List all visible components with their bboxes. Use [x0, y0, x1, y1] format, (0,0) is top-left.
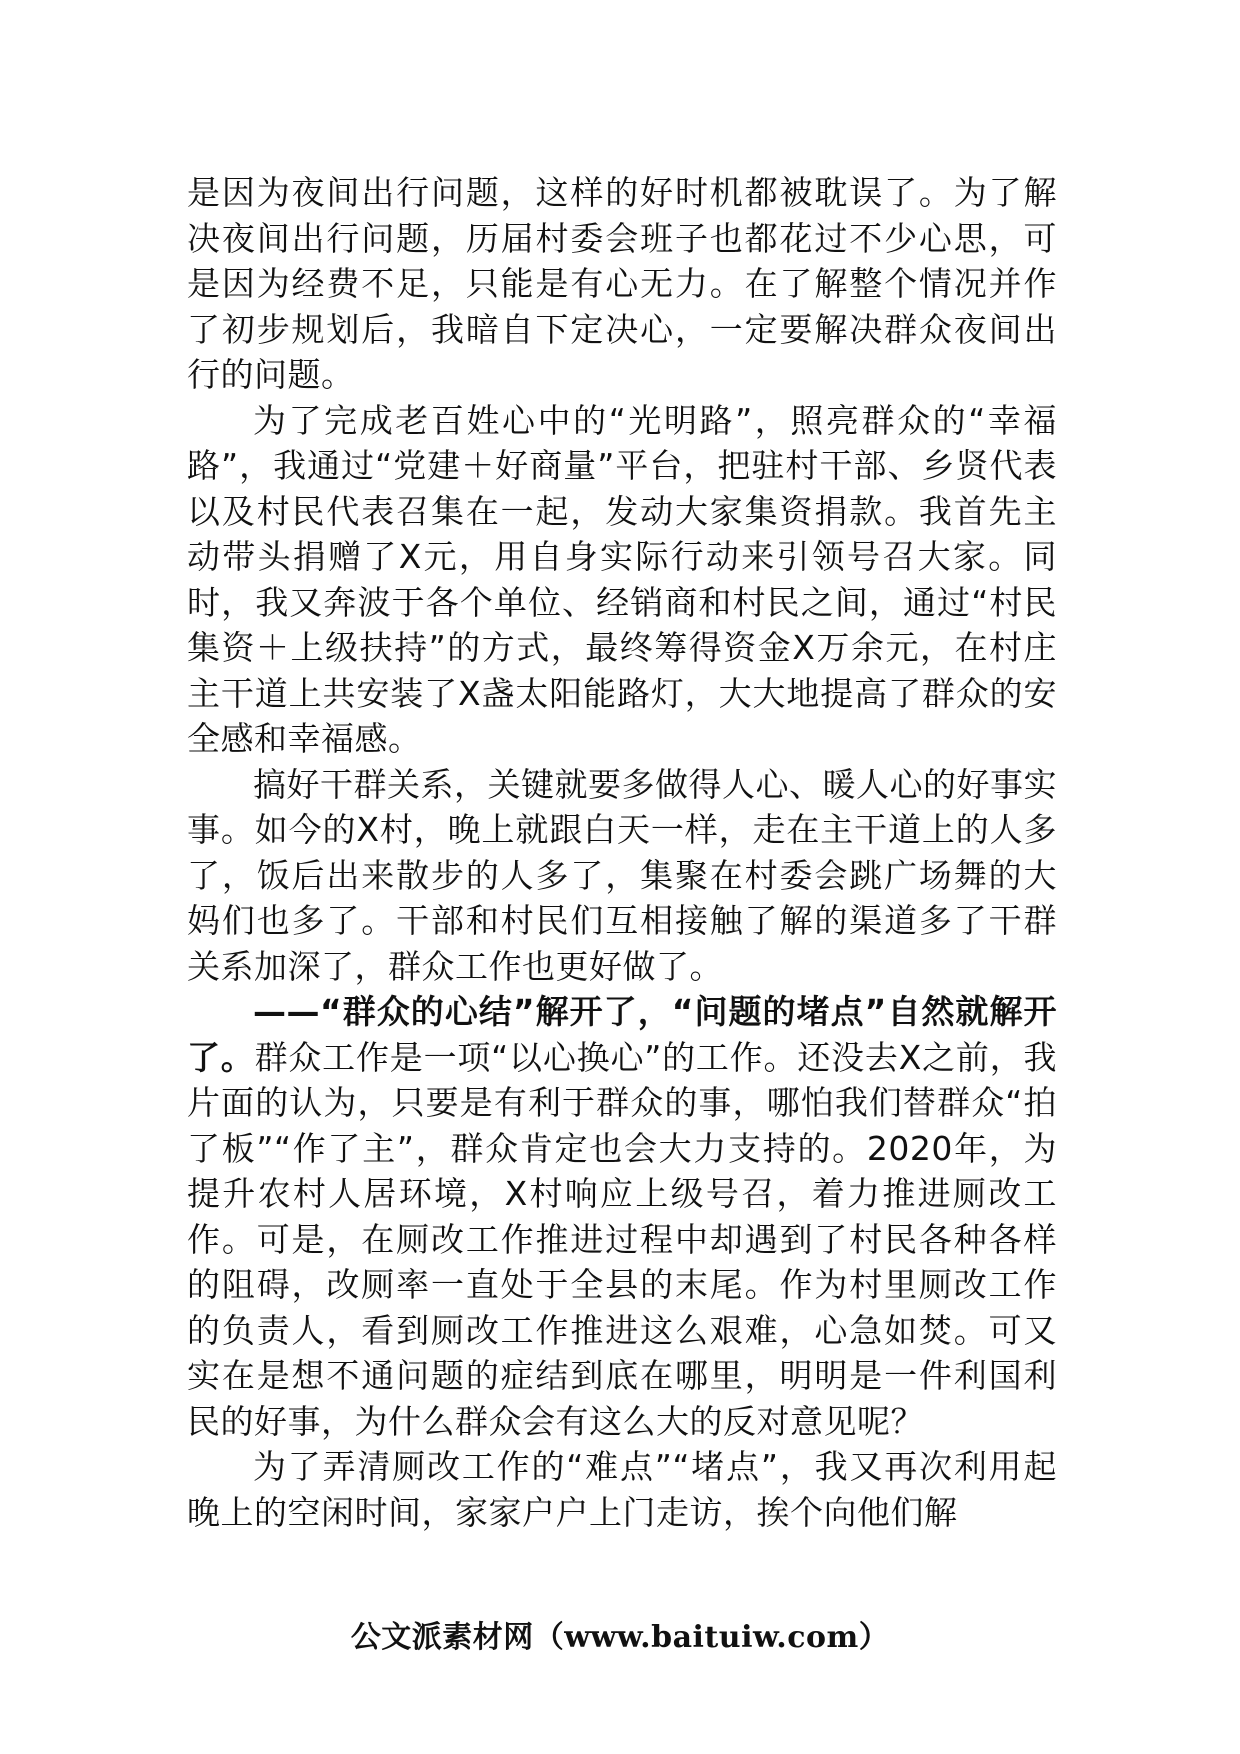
document-body — [187, 170, 1057, 1535]
paragraph-1 — [187, 170, 1057, 398]
paragraph-text: 是因为夜间出行问题，这样的好时机都被耽误了。为了解决夜间出行问题，历届村委会班子也都花过不少心思，可是因为经费不足，只能是有心无力。在了解整个情况并作了初步规划后，我暗自下定决心，一定要解决群众夜间出行的问题。 — [187, 173, 1057, 394]
paragraph-bold-lead: ——“群众的心结”解开了，“问题的堵点”自然就解开了。 — [187, 992, 1057, 1077]
paragraph-2 — [187, 398, 1057, 762]
paragraph-text: 为了完成老百姓心中的“光明路”，照亮群众的“幸福路”，我通过“党建＋好商量”平台，把驻村干部、乡贤代表以及村民代表召集在一起，发动大家集资捐款。我首先主动带头捐赠了X元，用自身实际行动来引领号召大家。同时，我又奔波于各个单位、经销商和村民之间，通过“村民集资＋上级扶持”的方式，最终筹得资金X万余元，在村庄主干道上共安装了X盏太阳能路灯，大大地提高了群众的安全感和幸福感。 — [187, 400, 1057, 758]
paragraph-4 — [187, 989, 1057, 1444]
paragraph-3 — [187, 762, 1057, 990]
paragraph-5 — [187, 1444, 1057, 1535]
footer-source: 公文派素材网（www.baituiw.com） — [350, 1620, 890, 1655]
paragraph-text: 搞好干群关系，关键就要多做得人心、暖人心的好事实事。如今的X村，晚上就跟白天一样，走在主干道上的人多了，饭后出来散步的人多了，集聚在村委会跳广场舞的大妈们也多了。干部和村民们互相接触了解的渠道多了干群关系加深了，群众工作也更好做了。 — [187, 764, 1057, 986]
paragraph-text: 群众工作是一项“以心换心”的工作。还没去X之前，我片面的认为，只要是有利于群众的事，哪怕我们替群众“拍了板”“作了主”，群众肯定也会大力支持的。2020年，为提升农村人居环境，X村响应上级号召，着力推进厕改工作。可是，在厕改工作推进过程中却遇到了村民各种各样的阻碍，改厕率一直处于全县的末尾。作为村里厕改工作的负责人，看到厕改工作推进这么艰难，心急如焚。可又实在是想不通问题的症结到底在哪里，明明是一件利国利民的好事，为什么群众会有这么大的反对意见呢？ — [187, 1037, 1057, 1441]
paragraph-text: 为了弄清厕改工作的“难点”“堵点”，我又再次利用起晚上的空闲时间，家家户户上门走访，挨个向他们解 — [187, 1447, 1057, 1532]
